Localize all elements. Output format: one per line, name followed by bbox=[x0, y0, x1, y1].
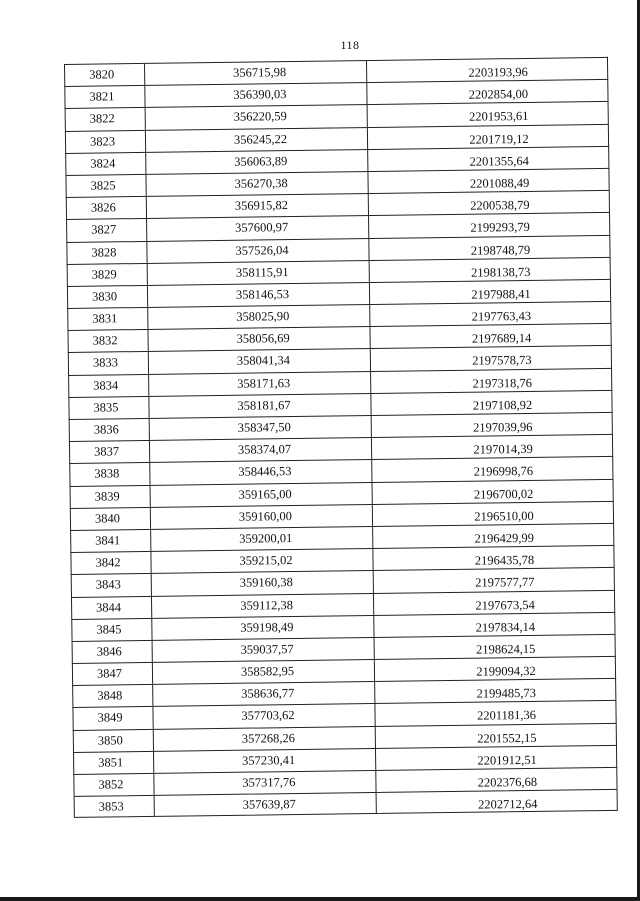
y-coordinate-cell: 2197318,76 bbox=[472, 375, 532, 391]
point-number-cell: 3825 bbox=[66, 175, 146, 197]
y-coordinate-cell: 2197578,73 bbox=[472, 353, 532, 369]
point-number-cell: 3830 bbox=[68, 286, 148, 308]
y-coordinate-cell: 2203193,96 bbox=[468, 64, 528, 80]
x-coordinate-cell: 358181,67 bbox=[149, 394, 371, 418]
x-coordinate-cell: 358171,63 bbox=[149, 372, 371, 396]
x-coordinate-cell: 356270,38 bbox=[146, 172, 368, 196]
y-coordinate-cell: 2198624,15 bbox=[475, 641, 536, 657]
point-number-cell: 3823 bbox=[66, 130, 146, 152]
point-number-cell: 3836 bbox=[70, 419, 150, 441]
x-coordinate-cell: 359198,49 bbox=[152, 616, 374, 640]
x-coordinate-cell: 357230,41 bbox=[154, 749, 376, 773]
point-number-cell: 3837 bbox=[70, 441, 150, 463]
y-coordinate-cell: 2200538,79 bbox=[470, 198, 530, 213]
x-coordinate-cell: 357639,87 bbox=[155, 793, 377, 816]
x-coordinate-cell: 356715,98 bbox=[145, 61, 367, 85]
y-coordinate-cell: 2201355,64 bbox=[469, 153, 530, 169]
x-coordinate-cell: 359215,02 bbox=[151, 549, 373, 573]
y-coordinate-cell: 2202376,68 bbox=[477, 774, 538, 790]
x-coordinate-cell: 357600,97 bbox=[147, 216, 369, 240]
point-number-cell: 3839 bbox=[71, 485, 151, 507]
y-coordinate-cell: 2196998,76 bbox=[473, 464, 534, 480]
y-coordinate-cell: 2197834,14 bbox=[475, 619, 536, 635]
y-coordinate-cell: 2199485,73 bbox=[476, 686, 537, 701]
point-number-cell: 3826 bbox=[67, 197, 147, 219]
y-coordinate-cell: 2201719,12 bbox=[469, 131, 529, 147]
point-number-cell: 3841 bbox=[71, 530, 151, 552]
x-coordinate-cell: 359037,57 bbox=[153, 638, 375, 662]
x-coordinate-cell: 356245,22 bbox=[146, 128, 368, 152]
y-coordinate-cell: 2199094,32 bbox=[476, 663, 536, 679]
y-coordinate-cell: 2197988,41 bbox=[471, 286, 531, 302]
point-number-cell: 3824 bbox=[66, 153, 146, 175]
point-number-cell: 3838 bbox=[70, 463, 150, 485]
page-number: 118 bbox=[340, 38, 360, 52]
x-coordinate-cell: 358056,69 bbox=[148, 327, 370, 351]
x-coordinate-cell: 356063,89 bbox=[146, 150, 368, 174]
y-coordinate-cell: 2202854,00 bbox=[468, 87, 529, 102]
point-number-cell: 3833 bbox=[69, 352, 149, 374]
x-coordinate-cell: 358146,53 bbox=[148, 283, 370, 307]
x-coordinate-cell: 356390,03 bbox=[145, 83, 367, 107]
point-number-cell: 3847 bbox=[73, 663, 153, 685]
x-coordinate-cell: 358636,77 bbox=[153, 682, 375, 706]
y-coordinate-cell: 2201953,61 bbox=[468, 109, 529, 125]
y-coordinate-cell: 2196510,00 bbox=[474, 508, 534, 524]
point-number-cell: 3835 bbox=[69, 397, 149, 419]
y-coordinate-cell: 2197673,54 bbox=[475, 597, 535, 613]
x-coordinate-cell: 356915,82 bbox=[147, 194, 369, 218]
y-coordinate-cell: 2201088,49 bbox=[469, 175, 530, 191]
y-coordinate-cell: 2198138,73 bbox=[470, 264, 531, 280]
y-coordinate-cell: 2202712,64 bbox=[477, 797, 538, 812]
point-number-cell: 3828 bbox=[67, 241, 147, 263]
y-coordinate-cell: 2196429,99 bbox=[474, 530, 535, 546]
point-number-cell: 3848 bbox=[73, 685, 153, 707]
point-number-cell: 3853 bbox=[75, 796, 155, 817]
y-coordinate-cell: 2196700,02 bbox=[473, 486, 534, 502]
x-coordinate-cell: 358582,95 bbox=[153, 660, 375, 684]
point-number-cell: 3829 bbox=[68, 264, 148, 286]
x-coordinate-cell: 359160,38 bbox=[152, 571, 374, 595]
x-coordinate-cell: 358025,90 bbox=[148, 305, 370, 329]
point-number-cell: 3852 bbox=[74, 774, 154, 796]
x-coordinate-cell: 359200,01 bbox=[151, 527, 373, 551]
point-number-cell: 3851 bbox=[74, 752, 154, 774]
point-number-cell: 3821 bbox=[65, 86, 145, 108]
x-coordinate-cell: 357703,62 bbox=[153, 704, 375, 728]
y-coordinate-cell: 2197577,77 bbox=[475, 575, 535, 590]
y-coordinate-cell: 2201181,36 bbox=[477, 708, 537, 724]
point-number-cell: 3850 bbox=[74, 730, 154, 752]
x-coordinate-cell: 359165,00 bbox=[151, 483, 373, 507]
point-number-cell: 3827 bbox=[67, 219, 147, 241]
y-coordinate-cell: 2197039,96 bbox=[473, 419, 533, 435]
point-number-cell: 3831 bbox=[68, 308, 148, 330]
x-coordinate-cell: 359160,00 bbox=[151, 505, 373, 529]
point-number-cell: 3840 bbox=[71, 508, 151, 530]
point-number-cell: 3842 bbox=[71, 552, 151, 574]
y-coordinate-cell: 2196435,78 bbox=[474, 553, 535, 568]
point-number-cell: 3844 bbox=[72, 596, 152, 618]
point-number-cell: 3822 bbox=[66, 108, 146, 130]
point-number-cell: 3843 bbox=[72, 574, 152, 596]
y-coordinate-cell: 2197014,39 bbox=[473, 442, 533, 457]
point-number-cell: 3849 bbox=[73, 707, 153, 729]
x-coordinate-cell: 358347,50 bbox=[150, 416, 372, 440]
y-coordinate-cell: 2197689,14 bbox=[471, 331, 532, 346]
y-coordinate-cell: 2201552,15 bbox=[477, 730, 537, 746]
y-coordinate-cell: 2199293,79 bbox=[470, 220, 530, 236]
x-coordinate-cell: 358446,53 bbox=[150, 460, 372, 484]
x-coordinate-cell: 356220,59 bbox=[146, 105, 368, 129]
point-number-cell: 3845 bbox=[72, 619, 152, 641]
coordinate-table bbox=[64, 57, 618, 818]
y-coordinate-cell: 2197763,43 bbox=[471, 308, 532, 324]
x-coordinate-cell: 357526,04 bbox=[147, 239, 369, 263]
x-coordinate-cell: 358374,07 bbox=[150, 438, 372, 462]
y-coordinate-cell: 2198748,79 bbox=[470, 242, 531, 258]
y-coordinate-cell: 2201912,51 bbox=[477, 752, 537, 768]
x-coordinate-cell: 359112,38 bbox=[152, 593, 374, 617]
page-edge-bottom bbox=[0, 897, 640, 901]
point-number-cell: 3820 bbox=[65, 64, 145, 86]
x-coordinate-cell: 357268,26 bbox=[154, 727, 376, 751]
x-coordinate-cell: 358041,34 bbox=[149, 349, 371, 373]
point-number-cell: 3846 bbox=[73, 641, 153, 663]
x-coordinate-cell: 358115,91 bbox=[148, 261, 370, 285]
point-number-cell: 3832 bbox=[68, 330, 148, 352]
y-coordinate-cell: 2197108,92 bbox=[472, 397, 533, 413]
point-number-cell: 3834 bbox=[69, 375, 149, 397]
x-coordinate-cell: 357317,76 bbox=[154, 771, 376, 795]
